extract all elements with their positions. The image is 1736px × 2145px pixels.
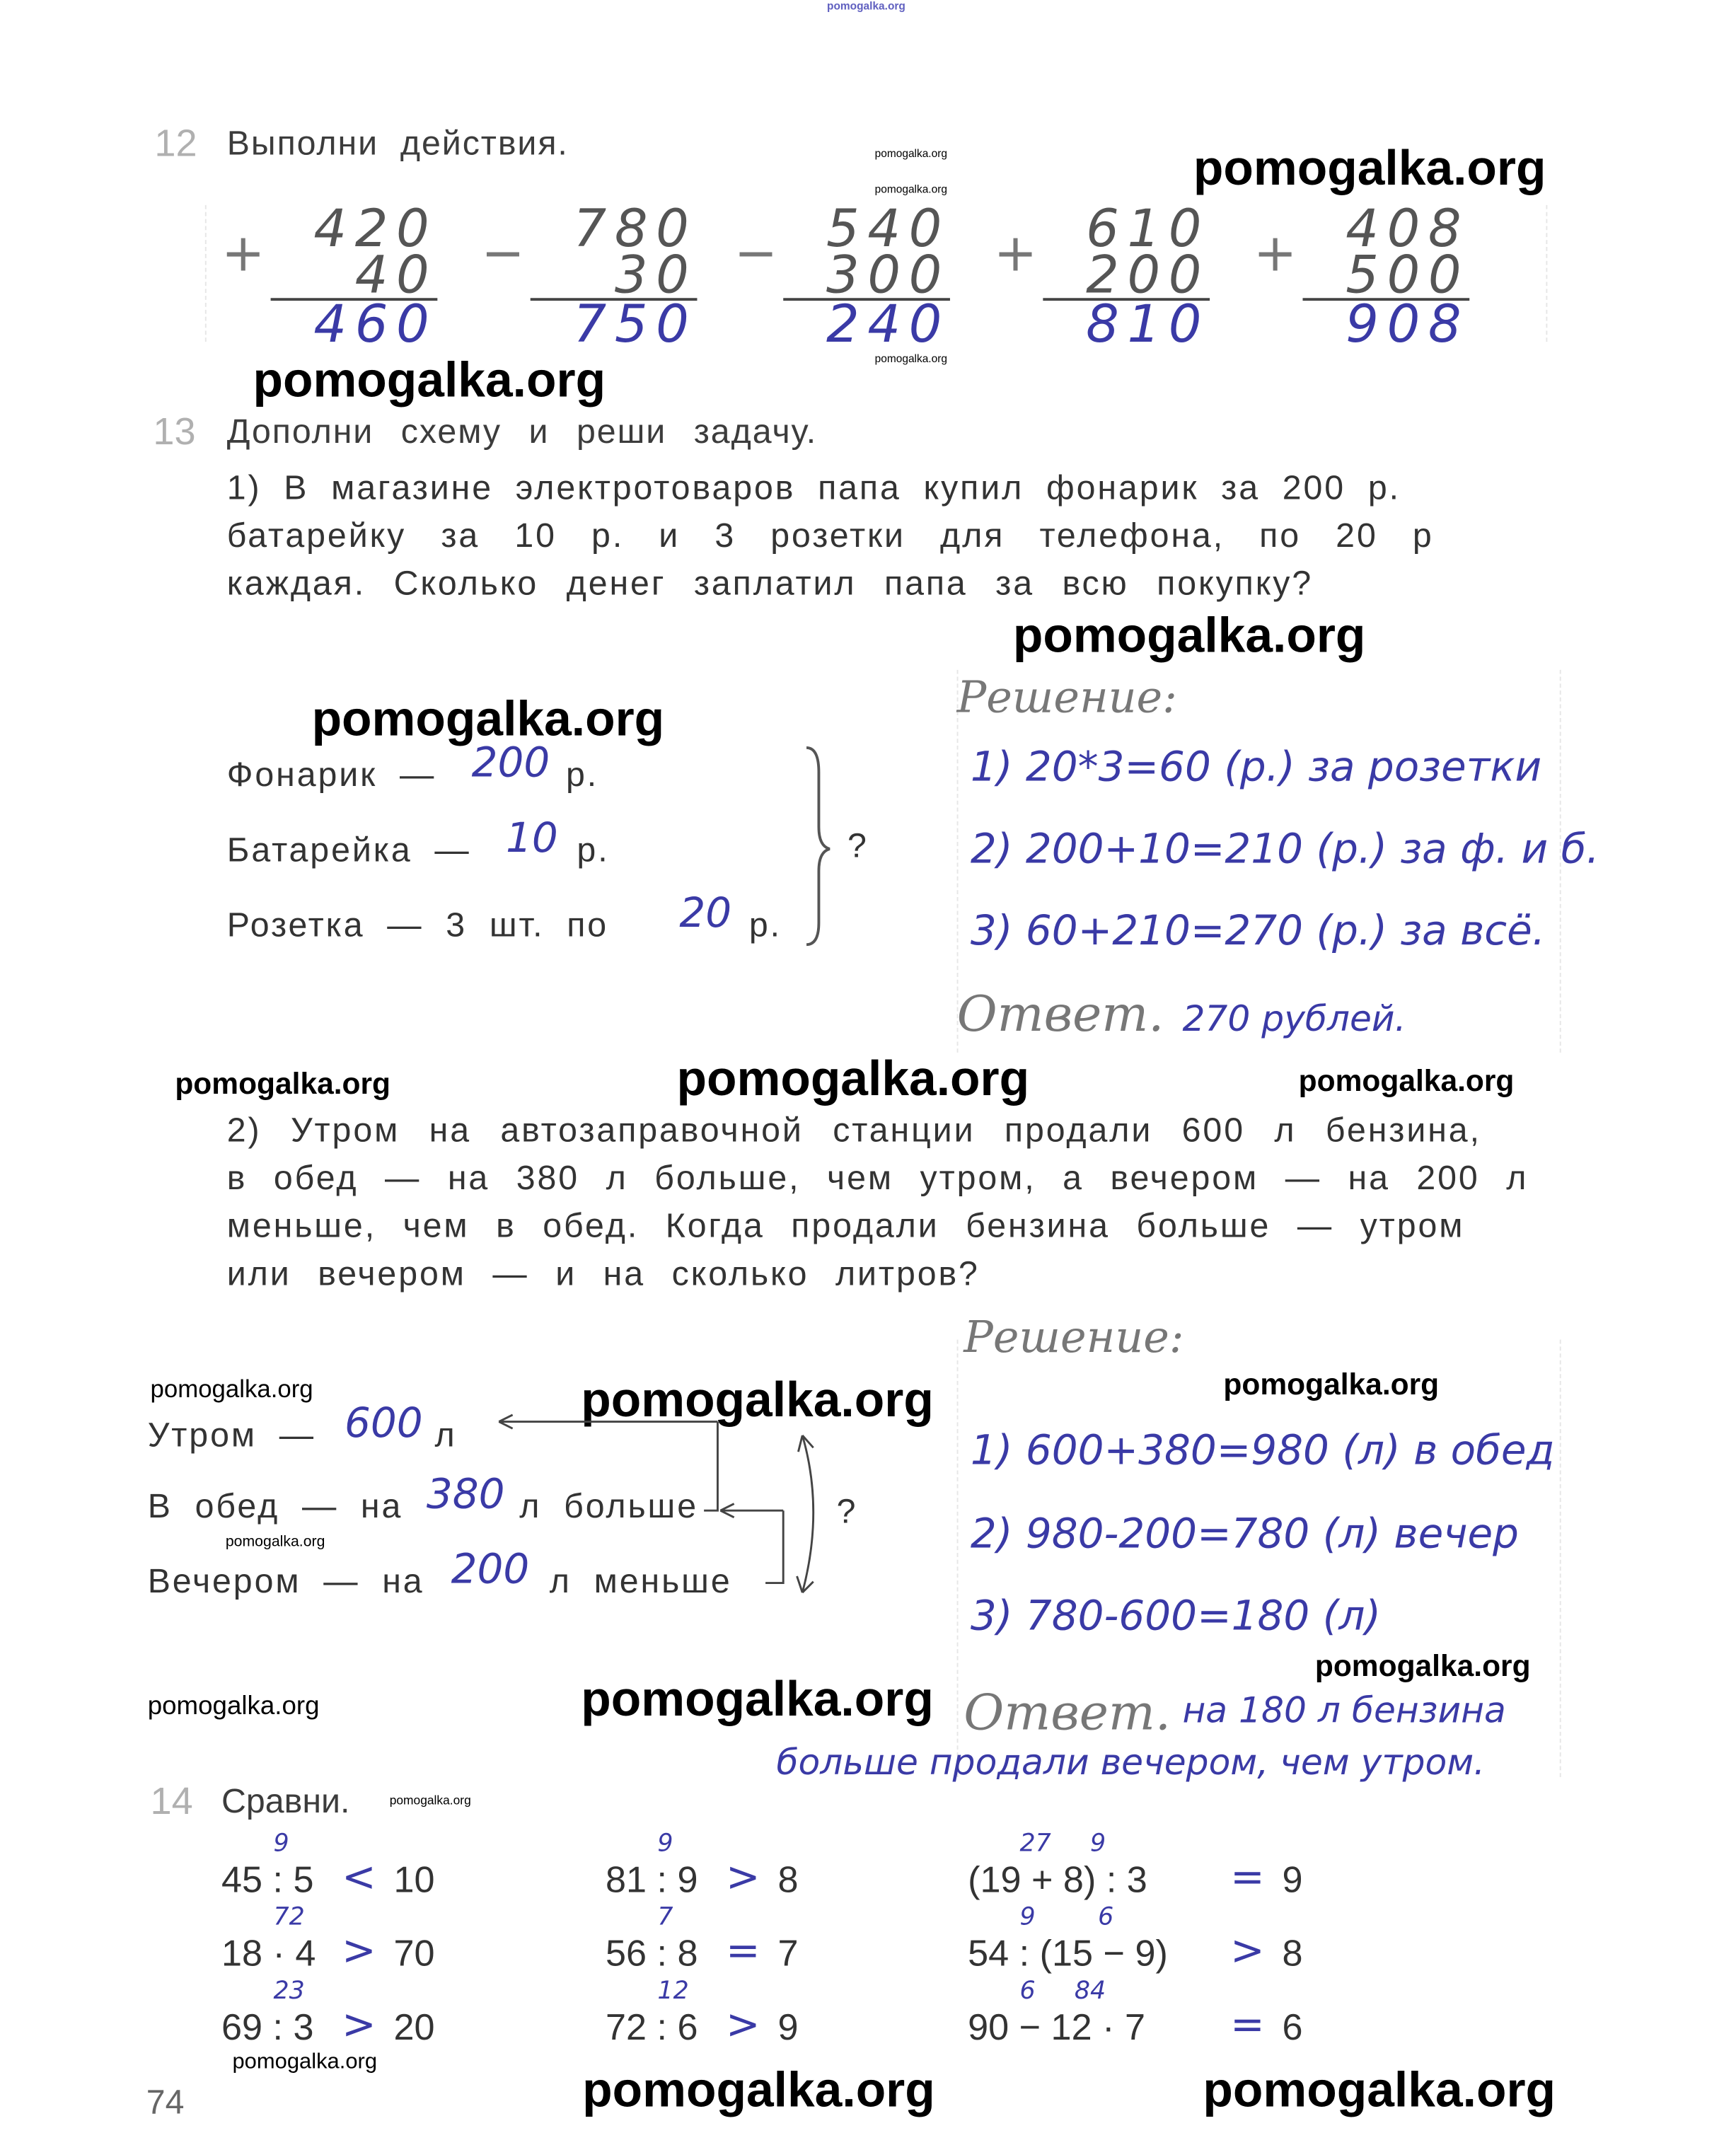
column-arithmetic — [734, 198, 950, 354]
comparison-value: 9 — [1282, 1858, 1303, 1900]
handwritten-value: 200 — [451, 1546, 530, 1595]
problem-text: меньше, чем в обед. Когда продали бензина больше — утром — [226, 1207, 1465, 1246]
operand: 408 — [1346, 198, 1470, 259]
scheme-unit: л — [434, 1416, 457, 1455]
watermark: pomogalka.org — [874, 147, 947, 161]
comparison-expression: 90 − 12 · 7 — [968, 2006, 1145, 2048]
scheme-unit: л меньше — [549, 1562, 732, 1601]
handwritten-result: 240 — [826, 294, 950, 354]
operand: 200 — [1086, 244, 1210, 305]
operator: + — [993, 222, 1038, 283]
column-arithmetic — [221, 198, 438, 354]
comparison-value: 70 — [393, 1933, 435, 1975]
operator: − — [734, 222, 778, 283]
task-number: 13 — [153, 410, 196, 453]
handwritten-result: 750 — [573, 294, 698, 354]
solution-step: 3) 60+210=270 (р.) за всё. — [970, 908, 1546, 956]
operand: 780 — [573, 198, 698, 259]
watermark: pomogalka.org — [581, 1371, 934, 1428]
operand: 300 — [826, 244, 950, 305]
handwritten-comparison-sign: = — [1230, 2001, 1265, 2049]
scheme-unit: р. — [748, 906, 782, 945]
operator: − — [481, 222, 525, 283]
scheme-label: Фонарик — — [226, 756, 436, 794]
operand: 610 — [1086, 198, 1210, 259]
scheme-unit: р. — [577, 831, 610, 869]
scheme-label: Розетка — 3 шт. по — [226, 906, 609, 945]
comparison-value: 8 — [777, 1858, 799, 1900]
watermark: pomogalka.org — [1314, 1648, 1531, 1683]
problem-text: 1) В магазине электротоваров папа купил фонарик за 200 р. — [226, 468, 1401, 507]
comparison-expression: 45 : 5 — [221, 1858, 314, 1900]
comparison-expression: 72 : 6 — [606, 2006, 698, 2048]
double-arrow-icon — [797, 1435, 814, 1592]
scheme-label: Батарейка — — [226, 831, 471, 869]
scheme-label: Утром — — [147, 1416, 316, 1455]
comparison-expression: 18 · 4 — [221, 1933, 316, 1975]
operand: 40 — [354, 244, 438, 305]
answer-text: на 180 л бензина — [1182, 1691, 1506, 1733]
handwritten-annotation: 27 9 — [1019, 1829, 1106, 1858]
problem-text: батарейку за 10 р. и 3 розетки для телефона, по 20 р — [226, 516, 1434, 555]
watermark: pomogalka.org — [147, 1692, 320, 1721]
page-number: 74 — [146, 2083, 185, 2122]
scheme-unit: р. — [565, 756, 599, 794]
solution-step: 2) 980-200=780 (л) вечер — [970, 1510, 1519, 1559]
comparison-value: 20 — [393, 2006, 435, 2048]
operand: 420 — [313, 198, 438, 259]
answer-label: Ответ. — [956, 987, 1164, 1043]
problem-text: 2) Утром на автозаправочной станции продали 600 л бензина, — [226, 1111, 1481, 1150]
handwritten-comparison-sign: = — [1230, 1854, 1265, 1902]
handwritten-annotation: 9 — [657, 1829, 673, 1858]
answer-label: Ответ. — [964, 1685, 1171, 1742]
comparison-value: 6 — [1282, 2006, 1303, 2048]
scheme-arrows — [485, 1408, 840, 1613]
handwritten-annotation: 9 — [273, 1829, 289, 1858]
answer-text: 270 рублей. — [1182, 999, 1406, 1041]
operator: + — [221, 222, 265, 283]
solution-step: 1) 600+380=980 (л) в обед — [970, 1427, 1555, 1475]
handwritten-value: 200 — [471, 739, 550, 788]
brace-icon — [799, 745, 840, 950]
handwritten-comparison-sign: > — [726, 2001, 760, 2049]
comparison-expression: 54 : (15 − 9) — [968, 1933, 1168, 1975]
answer-text: больше продали вечером, чем утром. — [776, 1742, 1486, 1784]
handwritten-annotation: 23 — [273, 1977, 305, 2006]
task-title: Выполни действия. — [226, 124, 569, 163]
comparison-value: 10 — [393, 1858, 435, 1900]
watermark: pomogalka.org — [1298, 1063, 1515, 1098]
watermark: pomogalka.org — [581, 1670, 934, 1727]
watermark: pomogalka.org — [175, 1066, 391, 1101]
scheme-label: В обед — на — [147, 1487, 403, 1526]
handwritten-result: 810 — [1086, 294, 1210, 354]
task-title: Дополни схему и реши задачу. — [226, 412, 818, 451]
handwritten-annotation: 6 84 — [1019, 1977, 1106, 2006]
handwritten-annotation: 9 6 — [1019, 1902, 1114, 1932]
column-arithmetic — [481, 198, 698, 354]
handwritten-comparison-sign: = — [726, 1927, 760, 1976]
watermark: pomogalka.org — [1223, 1367, 1440, 1401]
watermark: pomogalka.org — [676, 1050, 1030, 1106]
watermark: pomogalka.org — [582, 2061, 935, 2118]
arrow-icon — [720, 1504, 783, 1517]
problem-text: или вечером — и на сколько литров? — [226, 1254, 980, 1293]
comparison-expression: 81 : 9 — [606, 1858, 698, 1900]
column-arithmetic — [1253, 198, 1470, 354]
comparison-value: 7 — [777, 1933, 799, 1975]
comparison-expression: 56 : 8 — [606, 1933, 698, 1975]
solution-label: Решение: — [956, 671, 1177, 724]
watermark: pomogalka.org — [253, 351, 606, 407]
problem-text: в обед — на 380 л больше, чем утром, а вечером — на 200 л — [226, 1159, 1529, 1198]
watermark: pomogalka.org — [874, 183, 947, 196]
arrow-icon — [499, 1415, 717, 1428]
operand: 540 — [826, 198, 950, 259]
operand: 30 — [614, 244, 698, 305]
column-arithmetic — [993, 198, 1210, 354]
watermark: pomogalka.org — [232, 2050, 378, 2074]
operator: + — [1253, 222, 1297, 283]
handwritten-value: 380 — [426, 1471, 505, 1519]
watermark: pomogalka.org — [150, 1375, 313, 1403]
handwritten-annotation: 12 — [657, 1977, 689, 2006]
handwritten-value: 10 — [505, 814, 558, 863]
handwritten-comparison-sign: > — [1230, 1927, 1265, 1976]
task-title: Сравни. — [221, 1782, 350, 1821]
watermark: pomogalka.org — [1203, 2061, 1556, 2118]
handwritten-annotation: 72 — [273, 1902, 305, 1932]
handwritten-comparison-sign: < — [342, 1854, 376, 1902]
comparison-value: 9 — [777, 2006, 799, 2048]
handwritten-comparison-sign: > — [342, 2001, 376, 2049]
watermark: pomogalka.org — [1193, 139, 1546, 196]
handwritten-annotation: 7 — [657, 1902, 673, 1932]
comparison-expression: 69 : 3 — [221, 2006, 314, 2048]
scheme-label: Вечером — на — [147, 1562, 424, 1601]
watermark: pomogalka.org — [389, 1793, 471, 1808]
comparison-value: 8 — [1282, 1933, 1303, 1975]
scheme-unit: л больше — [519, 1487, 698, 1526]
question-mark: ? — [836, 1493, 858, 1532]
handwritten-value: 600 — [344, 1399, 423, 1448]
handwritten-value: 20 — [679, 889, 732, 938]
solution-step: 3) 780-600=180 (л) — [970, 1592, 1382, 1641]
watermark: pomogalka.org — [225, 1534, 325, 1551]
task-number: 14 — [150, 1779, 193, 1822]
handwritten-comparison-sign: > — [342, 1927, 376, 1976]
comparison-expression: (19 + 8) : 3 — [968, 1858, 1147, 1900]
watermark: pomogalka.org — [874, 352, 947, 365]
handwritten-result: 908 — [1346, 294, 1470, 354]
solution-step: 2) 200+10=210 (р.) за ф. и б. — [970, 826, 1599, 874]
watermark: pomogalka.org — [1012, 606, 1366, 664]
task-number: 12 — [154, 121, 197, 164]
solution-label: Решение: — [964, 1311, 1184, 1363]
handwritten-result: 460 — [313, 294, 438, 354]
question-mark: ? — [847, 827, 869, 866]
solution-step: 1) 20*3=60 (р.) за розетки — [970, 744, 1542, 792]
operand: 500 — [1346, 244, 1470, 305]
problem-text: каждая. Сколько денег заплатил папа за всю покупку? — [226, 565, 1314, 603]
watermark: pomogalka.org — [827, 0, 905, 13]
watermark: pomogalka.org — [311, 690, 665, 747]
handwritten-comparison-sign: > — [726, 1854, 760, 1902]
